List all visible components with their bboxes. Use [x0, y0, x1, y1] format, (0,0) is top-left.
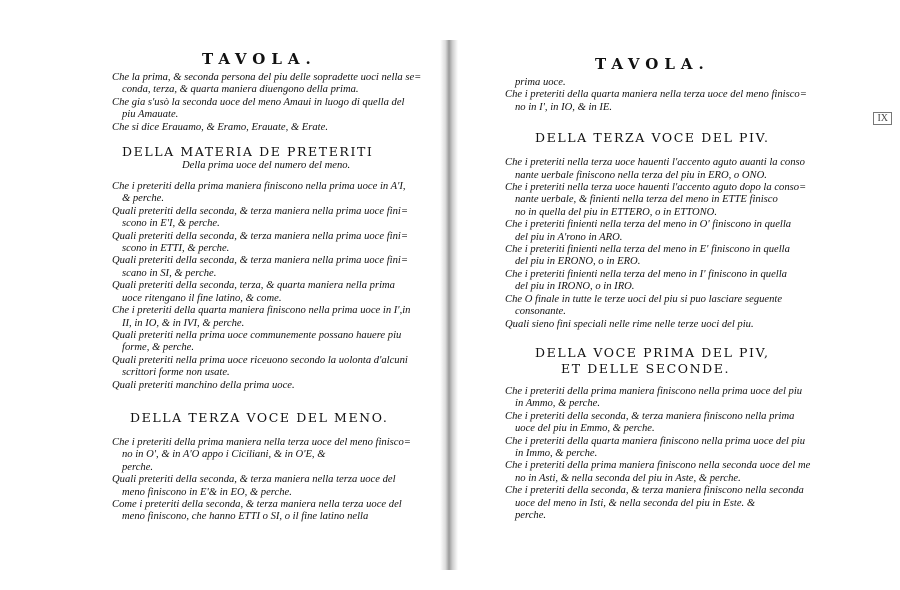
- text-line: no in I', in IO, & in IE.: [515, 101, 613, 113]
- text-line: Che la prima, & seconda persona del piu delle sopradette uoci nella se=: [112, 72, 422, 83]
- text-line: scono in ETTI, & perche.: [122, 243, 230, 255]
- text-line: Che i preteriti finienti nella terza del meno in I' finiscono in quella: [505, 268, 787, 280]
- text-line: & perche.: [122, 193, 164, 205]
- text-line: piu Amauate.: [122, 109, 179, 121]
- text-line: Quali preteriti nella prima uoce riceuono secondo la uolonta d'alcuni: [112, 354, 408, 366]
- text-line: meno finiscono, che hanno ETTI o SI, o il fine latino nella: [122, 511, 369, 523]
- text-line: Che i preteriti nella terza uoce hauenti l'accento aguto auanti la conso: [505, 157, 805, 169]
- text-line: Che i preteriti della quarta maniera finiscono nella prima uoce del piu: [505, 435, 806, 447]
- text-line: Che i preteriti finienti nella terza del meno in E' finiscono in quella: [505, 244, 790, 256]
- text-line: Quali preteriti della seconda, & terza maniera nella prima uoce fini=: [112, 255, 408, 267]
- section-subheading: Della prima uoce del numero del meno.: [182, 160, 351, 172]
- section2-entries: [112, 437, 447, 524]
- text-line: del piu in A'rono in ARO.: [515, 231, 623, 243]
- text-line: Come i preteriti della seconda, & terza maniera nella terza uoce del: [112, 498, 402, 510]
- text-line: consonante.: [515, 306, 566, 318]
- text-line: Che i preteriti della prima maniera finiscono nella prima uoce del piu: [505, 385, 803, 397]
- section1-entries: [112, 181, 447, 392]
- text-line: scano in SI, & perche.: [122, 267, 217, 279]
- right-intro: [505, 77, 900, 114]
- text-line: uoce del meno in Isti, & nella seconda del piu in Este. &: [515, 497, 756, 509]
- text-line: perche.: [122, 461, 154, 473]
- text-line: Che i preteriti della prima maniera finiscono nella prima uoce in A'I,: [112, 181, 406, 193]
- section-heading: DELLA MATERIA DE PRETERITI: [122, 144, 374, 160]
- text-line: perche.: [515, 509, 547, 521]
- left-page: [0, 0, 447, 590]
- text-line: conda, terza, & quarta maniera diuengono della prima.: [122, 84, 359, 96]
- text-line: Quali preteriti manchino della prima uoce.: [112, 379, 295, 391]
- text-line: nante uerbale, & finienti nella terza del meno in ETTE finisco: [515, 194, 778, 206]
- text-line: Quali preteriti della seconda, & terza maniera nella terza uoce del: [112, 474, 396, 486]
- text-line: uoce del piu in Emmo, & perche.: [515, 423, 655, 435]
- text-line: Che i preteriti della prima maniera finiscono nella seconda uoce del me: [505, 460, 811, 472]
- text-line: uoce ritengano il fine latino, & come.: [122, 292, 282, 304]
- section4-entries: [505, 386, 900, 522]
- text-line: Quali preteriti della seconda, terza, & quarta maniera nella prima: [112, 280, 395, 292]
- right-running-title: TAVOLA.: [595, 55, 710, 73]
- text-line: Che i preteriti della seconda, & terza maniera finiscono nella seconda: [505, 485, 804, 497]
- text-line: del piu in ERONO, o in ERO.: [515, 256, 641, 268]
- text-line: prima uoce.: [515, 77, 566, 88]
- left-running-title: TAVOLA.: [202, 50, 317, 68]
- text-line: no in Asti, & nella seconda del piu in Aste, & perche.: [515, 472, 741, 484]
- text-line: forme, & perche.: [122, 342, 194, 354]
- section-heading: DELLA VOCE PRIMA DEL PIV,: [535, 344, 770, 360]
- text-line: in Ammo, & perche.: [515, 398, 601, 410]
- text-line: II, in IO, & in IVI, & perche.: [122, 317, 245, 329]
- section-heading-continued: ET DELLE SECONDE.: [561, 360, 731, 376]
- text-line: no in O', & in A'O appo i Ciciliani, & in O'E, &: [122, 449, 326, 461]
- right-page: [455, 0, 900, 590]
- text-line: Che si dice Erauamo, & Eramo, Erauate, & Erate.: [112, 121, 328, 133]
- text-line: Che i preteriti della prima maniera nella terza uoce del meno finisco=: [112, 436, 411, 448]
- text-line: meno finiscono in E'& in EO, & perche.: [122, 486, 292, 498]
- text-line: Che i preteriti della quarta maniera nella terza uoce del meno finisco=: [505, 89, 807, 101]
- text-line: scrittori forme non usate.: [122, 367, 230, 379]
- text-line: Che O finale in tutte le terze uoci del piu si puo lasciare seguente: [505, 293, 783, 305]
- text-line: del piu in IRONO, o in IRO.: [515, 281, 635, 293]
- text-line: Quali preteriti nella prima uoce communemente possano hauere piu: [112, 329, 402, 341]
- text-line: in Immo, & perche.: [515, 447, 598, 459]
- text-line: no in quella del piu in ETTERO, o in ETTONO.: [515, 206, 717, 218]
- text-line: nante uerbale finiscono nella terza del piu in ERO, o ONO.: [515, 169, 767, 181]
- text-line: Che i preteriti finienti nella terza del meno in O' finiscono in quella: [505, 219, 792, 231]
- left-intro: [112, 72, 447, 134]
- text-line: Che gia s'usò la seconda uoce del meno Amaui in luogo di quella del: [112, 96, 405, 108]
- text-line: scono in E'I, & perche.: [122, 218, 220, 230]
- section3-entries: [505, 157, 900, 331]
- text-line: Quali preteriti della seconda, & terza maniera nella prima uoce fini=: [112, 205, 408, 217]
- margin-note: IX: [873, 112, 892, 125]
- section-heading: DELLA TERZA VOCE DEL MENO.: [130, 409, 389, 425]
- text-line: Quali preteriti della seconda, & terza maniera nella prima uoce fini=: [112, 230, 408, 242]
- text-line: Che i preteriti della seconda, & terza maniera finiscono nella prima: [505, 410, 795, 422]
- text-line: Quali sieno fini speciali nelle rime nelle terze uoci del piu.: [505, 318, 754, 330]
- text-line: Che i preteriti nella terza uoce hauenti l'accento aguto dopo la conso=: [505, 182, 807, 194]
- text-line: Che i preteriti della quarta maniera finiscono nella prima uoce in I',in: [112, 305, 411, 317]
- section-heading: DELLA TERZA VOCE DEL PIV.: [535, 130, 770, 146]
